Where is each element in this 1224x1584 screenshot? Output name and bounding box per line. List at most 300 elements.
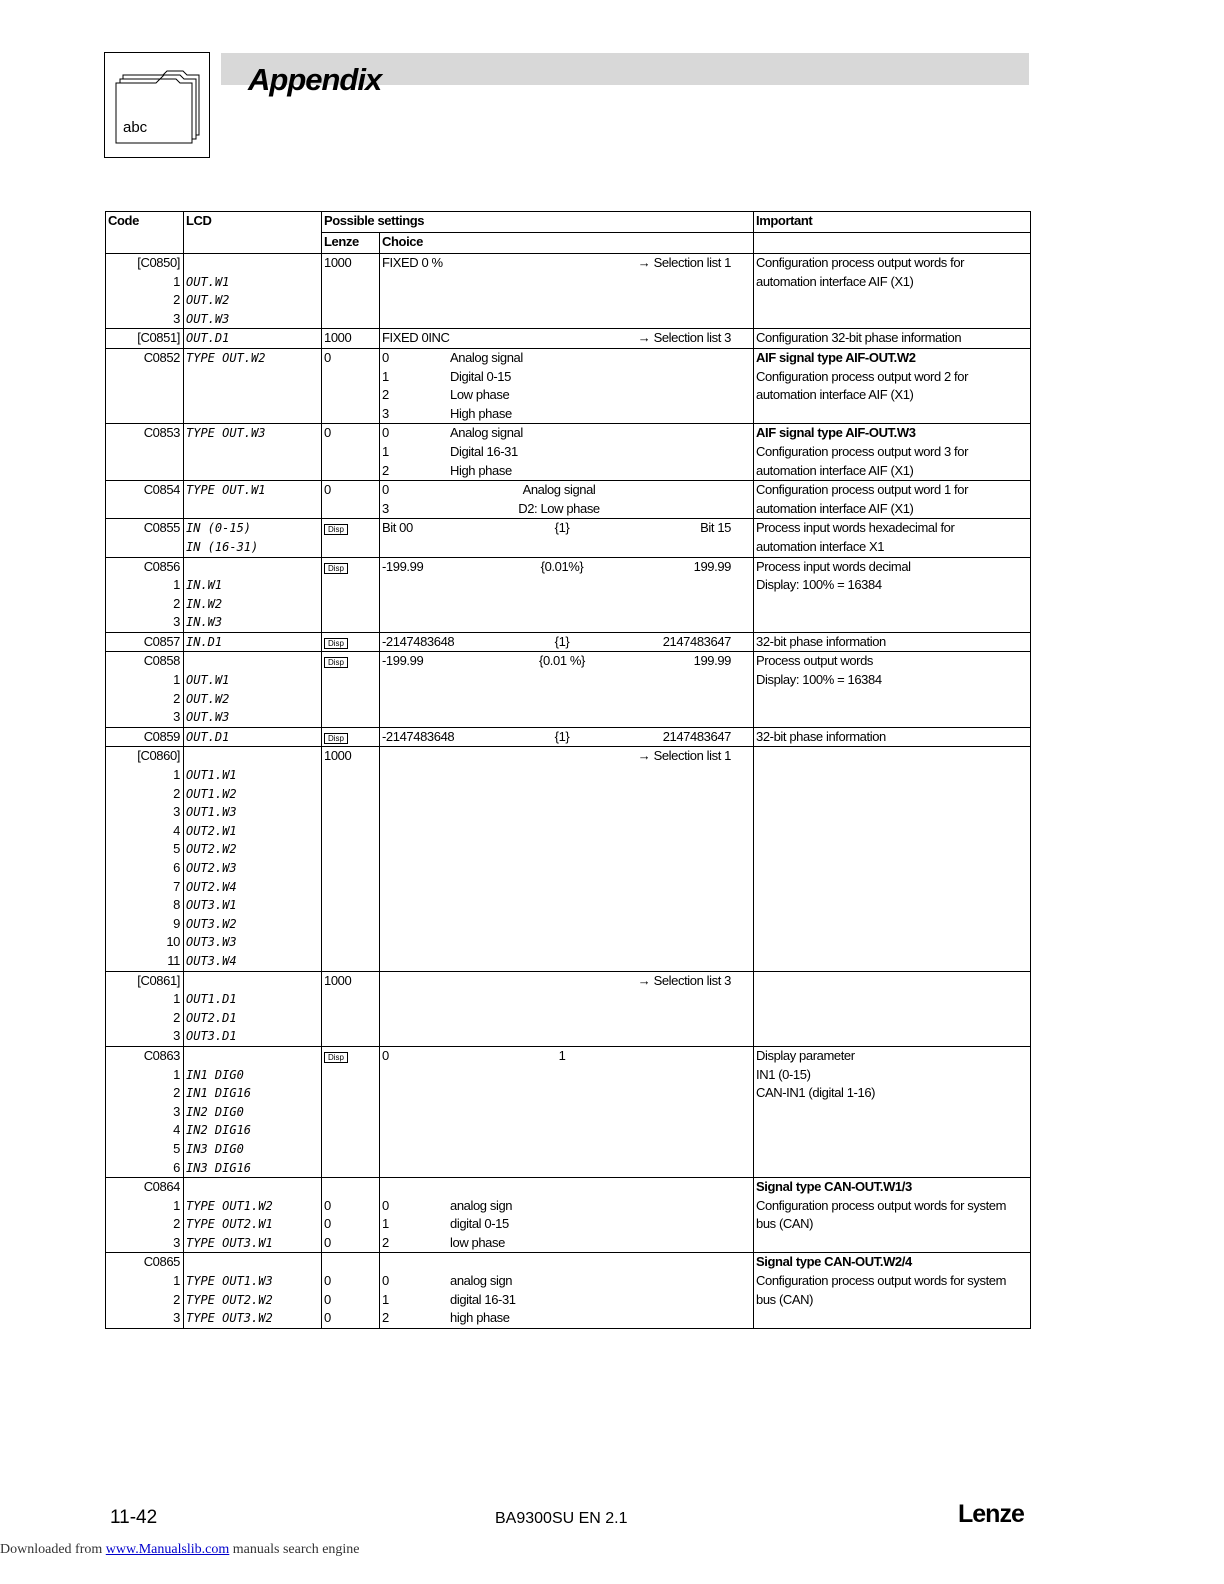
lcd-subtext: IN1 DIG16 — [186, 1086, 252, 1101]
choice-cell — [380, 747, 754, 971]
choice-label: Low phase — [450, 387, 510, 403]
lcd-text — [186, 972, 319, 991]
lenze-logo: Lenze — [958, 1500, 1024, 1528]
table-row — [106, 1253, 1031, 1328]
important-text: Process input words decimal — [756, 558, 911, 574]
lenze-spacer — [324, 1178, 377, 1197]
choice-label: Analog signal — [450, 425, 523, 441]
lenze-cell — [322, 481, 380, 519]
choice-spacer — [382, 1253, 751, 1272]
lenze-value: 0 — [324, 1234, 331, 1250]
range-min: -2147483648 — [382, 728, 455, 744]
choice-number: 0 — [382, 482, 389, 498]
range-min: 0 — [382, 1047, 389, 1063]
subcode: 3 — [173, 804, 180, 820]
important-cell — [754, 424, 1031, 481]
lcd-subtext: TYPE OUT2.W1 — [186, 1217, 273, 1232]
choice-cell — [380, 652, 754, 727]
choice-option — [382, 1234, 751, 1253]
code-value: C0865 — [143, 1254, 180, 1270]
choice-label: Analog signal — [522, 482, 596, 498]
lenze-spacer — [324, 1253, 377, 1272]
important-text: automation interface AIF (X1) — [756, 273, 914, 289]
important-text: Configuration process output words for system — [756, 1273, 1007, 1289]
choice-label: high phase — [450, 1310, 510, 1326]
choice-label: analog sign — [450, 1197, 513, 1213]
lcd-text: TYPE OUT.W3 — [186, 426, 266, 441]
subcode: 3 — [173, 709, 180, 725]
lcd-subtext: OUT3.W1 — [186, 898, 237, 913]
document-id: BA9300SU EN 2.1 — [495, 1510, 628, 1527]
code-cell — [106, 519, 184, 557]
important-cell — [754, 971, 1031, 1046]
subcode: 6 — [173, 1159, 180, 1175]
code-value: C0859 — [143, 728, 180, 744]
lcd-subtext: OUT.W2 — [186, 293, 230, 308]
lcd-subtext: OUT3.W3 — [186, 935, 237, 950]
code-value: [C0861] — [137, 972, 180, 988]
choice-cell — [380, 519, 754, 557]
lcd-subtext: OUT.W3 — [186, 710, 230, 725]
lcd-cell — [184, 727, 322, 747]
lcd-subtext: OUT3.W2 — [186, 916, 237, 931]
important-text: Configuration process output word 2 for — [756, 368, 969, 384]
lenze-value: 1000 — [324, 748, 352, 764]
lenze-cell — [322, 557, 380, 632]
choice-number: 2 — [382, 1234, 389, 1250]
subcode: 2 — [173, 690, 180, 706]
disp-badge: Disp — [324, 1052, 348, 1063]
choice-text — [382, 747, 638, 766]
important-cell — [754, 727, 1031, 747]
subcode: 2 — [173, 292, 180, 308]
important-heading: Signal type CAN-OUT.W1/3 — [756, 1179, 912, 1195]
choice-option — [382, 1215, 751, 1234]
important-text: Display parameter — [756, 1047, 855, 1063]
important-text: Configuration process output words for — [756, 255, 965, 270]
range-step: {0.01 %} — [539, 653, 585, 669]
lcd-subtext: OUT2.W3 — [186, 861, 237, 875]
choice-label: analog sign — [450, 1273, 513, 1289]
choice-cell — [380, 971, 754, 1046]
lenze-cell — [322, 971, 380, 1046]
choice-spacer — [382, 1178, 751, 1197]
choice-number: 2 — [382, 387, 389, 403]
lcd-cell — [184, 348, 322, 423]
col-header-choice: Choice — [380, 233, 754, 254]
code-value: [C0850] — [137, 255, 180, 270]
choice-number: 0 — [382, 1273, 389, 1289]
lcd-text — [186, 652, 319, 671]
range-max: 2147483647 — [662, 633, 731, 649]
lcd-subtext: OUT.W1 — [186, 673, 230, 688]
important-cell — [754, 348, 1031, 423]
important-cell — [754, 652, 1031, 727]
important-text: Display: 100% = 16384 — [756, 577, 882, 593]
choice-option — [382, 405, 751, 424]
important-text: automation interface AIF (X1) — [756, 500, 914, 516]
lenze-cell — [322, 519, 380, 557]
choice-text — [382, 972, 638, 991]
important-cell — [754, 519, 1031, 557]
lcd-cell — [184, 632, 322, 652]
value-range — [382, 519, 751, 538]
important-cell — [754, 1253, 1031, 1328]
lenze-cell — [322, 652, 380, 727]
lenze-value: 0 — [324, 482, 331, 498]
subcode: 2 — [173, 1009, 180, 1025]
choice-number: 0 — [382, 425, 389, 441]
lenze-value: 1000 — [324, 330, 352, 346]
lcd-text: IN.D1 — [186, 634, 223, 649]
value-range — [382, 1047, 751, 1066]
subcode: 11 — [167, 952, 180, 968]
code-value: C0857 — [143, 633, 180, 649]
choice-cell — [380, 1046, 754, 1177]
important-text: IN1 (0-15) — [756, 1066, 811, 1082]
range-min: -2147483648 — [382, 633, 455, 649]
subcode: 3 — [173, 614, 180, 630]
lcd-subtext: IN3 DIG16 — [186, 1160, 252, 1175]
code-value: C0863 — [143, 1047, 180, 1063]
choice-option — [382, 462, 751, 481]
lenze-value: 1000 — [324, 972, 352, 988]
value-range — [382, 633, 751, 652]
code-cell — [106, 348, 184, 423]
subcode: 1 — [173, 767, 180, 783]
lcd-subtext: OUT2.W4 — [186, 879, 237, 894]
code-value: C0853 — [143, 425, 180, 441]
range-min: Bit 00 — [382, 520, 413, 536]
lcd-subtext: TYPE OUT3.W2 — [186, 1311, 273, 1326]
lcd-text: TYPE OUT.W1 — [186, 483, 266, 498]
choice-label: low phase — [450, 1234, 505, 1250]
table-row — [106, 519, 1031, 557]
table-row — [106, 652, 1031, 727]
important-text: Configuration process output word 1 for — [756, 482, 969, 498]
icon-label: abc — [123, 119, 148, 136]
choice-label: D2: Low phase — [518, 500, 600, 516]
important-text: Configuration process output word 3 for — [756, 443, 969, 459]
disp-badge: Disp — [324, 733, 348, 744]
choice-option — [382, 1272, 751, 1291]
lenze-cell — [322, 632, 380, 652]
folder-stack-icon — [105, 53, 211, 159]
table-row — [106, 348, 1031, 423]
lcd-subtext: IN.W2 — [186, 596, 223, 611]
table-row — [106, 557, 1031, 632]
choice-number: 2 — [382, 1310, 389, 1326]
disp-badge: Disp — [324, 638, 348, 649]
choice-option — [382, 1291, 751, 1310]
code-cell — [106, 652, 184, 727]
subcode: 3 — [173, 1234, 180, 1250]
lenze-value: 1000 — [324, 255, 352, 270]
col-header-lenze: Lenze — [322, 233, 380, 254]
choice-cell — [380, 329, 754, 349]
important-heading: AIF signal type AIF-OUT.W3 — [756, 425, 916, 441]
subcode: 9 — [173, 915, 180, 931]
table-row — [106, 971, 1031, 1046]
lcd-subtext: OUT2.W2 — [186, 842, 237, 857]
lenze-value: 0 — [324, 1291, 331, 1307]
lcd-subtext: OUT3.D1 — [186, 1029, 237, 1044]
lcd-text — [186, 254, 319, 273]
disp-badge: Disp — [324, 563, 348, 574]
lcd-subtext: TYPE OUT1.W2 — [186, 1198, 273, 1213]
range-max: 199.99 — [693, 653, 731, 669]
important-text: CAN-IN1 (digital 1-16) — [756, 1085, 876, 1101]
choice-cell — [380, 1178, 754, 1253]
subcode: 8 — [173, 897, 180, 913]
choice-option — [382, 386, 751, 405]
table-row — [106, 1178, 1031, 1253]
code-value: C0858 — [143, 653, 180, 669]
lcd-cell — [184, 481, 322, 519]
choice-label: Digital 16-31 — [450, 443, 518, 459]
subcode: 3 — [173, 1310, 180, 1326]
choice-number: 2 — [382, 462, 389, 478]
subcode: 2 — [173, 785, 180, 801]
table-row — [106, 727, 1031, 747]
code-value: C0856 — [143, 558, 180, 574]
col-header-important-spacer — [754, 233, 1031, 254]
disp-badge: Disp — [324, 524, 348, 535]
choice-number: 1 — [382, 1216, 389, 1232]
range-step: {1} — [554, 633, 570, 649]
lcd-text: IN (0-15) — [186, 521, 252, 536]
choice-option — [382, 481, 751, 500]
lenze-cell — [322, 1046, 380, 1177]
selection-list-link: → Selection list 3 — [637, 330, 731, 346]
lcd-text — [186, 1047, 319, 1066]
choice-line — [382, 972, 751, 991]
lcd-cell — [184, 424, 322, 481]
important-heading: AIF signal type AIF-OUT.W2 — [756, 349, 916, 365]
choice-label: digital 16-31 — [450, 1291, 516, 1307]
important-cell — [754, 1178, 1031, 1253]
subcode: 1 — [173, 1273, 180, 1289]
important-text: Configuration process output words for system — [756, 1197, 1007, 1213]
lcd-subtext: OUT.W2 — [186, 691, 230, 706]
code-cell — [106, 254, 184, 329]
important-text: automation interface AIF (X1) — [756, 387, 914, 403]
code-value: [C0860] — [137, 748, 180, 764]
choice-option — [382, 500, 751, 519]
download-suffix: manuals search engine — [229, 1542, 360, 1557]
choice-line — [382, 329, 751, 348]
lenze-cell — [322, 424, 380, 481]
code-cell — [106, 1046, 184, 1177]
important-cell — [754, 747, 1031, 971]
important-text: bus (CAN) — [756, 1216, 814, 1232]
important-text: Process output words — [756, 653, 874, 669]
important-text: 32-bit phase information — [756, 633, 886, 649]
lcd-subtext: TYPE OUT3.W1 — [186, 1235, 273, 1250]
lcd-subtext: IN.W1 — [186, 578, 223, 593]
range-min: -199.99 — [382, 558, 424, 574]
lcd-subtext: OUT2.D1 — [186, 1010, 237, 1025]
lcd-cell — [184, 652, 322, 727]
lcd-subtext: TYPE OUT1.W3 — [186, 1274, 273, 1289]
lenze-cell — [322, 727, 380, 747]
subcode: 1 — [173, 991, 180, 1007]
choice-cell — [380, 424, 754, 481]
important-text: automation interface AIF (X1) — [756, 462, 914, 478]
lcd-subtext: OUT1.W3 — [186, 805, 237, 820]
table-row — [106, 632, 1031, 652]
choice-number: 1 — [382, 1291, 389, 1307]
lcd-subtext: OUT1.W2 — [186, 786, 237, 801]
range-min: -199.99 — [382, 653, 424, 669]
subcode: 3 — [173, 310, 180, 326]
table-row — [106, 481, 1031, 519]
lcd-cell — [184, 519, 322, 557]
lcd-text — [186, 1253, 319, 1272]
download-prefix: Downloaded from — [0, 1542, 106, 1557]
code-value: [C0851] — [137, 330, 180, 346]
lcd-cell — [184, 971, 322, 1046]
subcode: 1 — [173, 1197, 180, 1213]
lcd-subtext: IN.W3 — [186, 615, 223, 630]
choice-cell — [380, 632, 754, 652]
table-row — [106, 329, 1031, 349]
subcode: 1 — [173, 672, 180, 688]
choice-option — [382, 349, 751, 368]
important-text: Display: 100% = 16384 — [756, 672, 882, 688]
lcd-cell — [184, 747, 322, 971]
subcode: 1 — [173, 577, 180, 593]
subcode: 10 — [166, 934, 180, 950]
lcd-cell — [184, 557, 322, 632]
lcd-cell — [184, 329, 322, 349]
table-row — [106, 424, 1031, 481]
code-table — [105, 211, 1031, 1329]
choice-line — [382, 254, 751, 273]
lcd-text: OUT.D1 — [186, 729, 230, 744]
lcd-cell — [184, 1046, 322, 1177]
choice-label: High phase — [450, 462, 512, 478]
lcd-subtext: IN1 DIG0 — [186, 1067, 244, 1082]
lcd-subtext: IN3 DIG0 — [186, 1141, 244, 1156]
lenze-value: 0 — [324, 425, 331, 441]
code-cell — [106, 971, 184, 1046]
code-cell — [106, 727, 184, 747]
manualslib-link[interactable]: www.Manualslib.com — [105, 1542, 230, 1557]
subcode: 2 — [173, 1216, 180, 1232]
important-text: Process input words hexadecimal for — [756, 520, 955, 536]
code-cell — [106, 481, 184, 519]
code-cell — [106, 1178, 184, 1253]
lcd-text: IN (16-31) — [186, 539, 259, 554]
disp-badge: Disp — [324, 657, 348, 668]
col-header-code: Code — [106, 212, 184, 254]
important-cell — [754, 557, 1031, 632]
important-text: automation interface X1 — [756, 538, 885, 554]
lcd-subtext: OUT3.W4 — [186, 953, 237, 968]
lcd-subtext: OUT2.W1 — [186, 823, 237, 838]
range-step: {1} — [554, 728, 570, 744]
choice-label: Digital 0-15 — [450, 368, 511, 384]
col-header-possible-settings: Possible settings — [322, 212, 754, 233]
subcode: 1 — [173, 273, 180, 289]
value-range — [382, 558, 751, 577]
code-value: C0864 — [143, 1179, 180, 1195]
lcd-subtext: TYPE OUT2.W2 — [186, 1292, 273, 1307]
table-row — [106, 1046, 1031, 1177]
subcode: 2 — [173, 595, 180, 611]
subcode: 5 — [173, 1140, 180, 1156]
range-max: 2147483647 — [662, 728, 731, 744]
value-range — [382, 652, 751, 671]
lcd-text: OUT.D1 — [186, 331, 230, 346]
choice-text: FIXED 0INC — [382, 330, 450, 346]
code-cell — [106, 632, 184, 652]
lenze-value: 0 — [324, 1310, 331, 1326]
lenze-cell — [322, 1178, 380, 1253]
important-text: bus (CAN) — [756, 1291, 814, 1307]
lcd-subtext: OUT1.W1 — [186, 768, 237, 783]
subcode: 3 — [173, 1028, 180, 1044]
subcode: 2 — [173, 1291, 180, 1307]
choice-number: 1 — [382, 443, 389, 459]
col-header-lcd: LCD — [184, 212, 322, 254]
code-value: C0852 — [143, 349, 180, 365]
subcode: 6 — [173, 860, 180, 875]
choice-option — [382, 1309, 751, 1328]
code-value: C0855 — [143, 520, 180, 536]
choice-cell — [380, 254, 754, 329]
section-folder-icon — [104, 52, 210, 158]
lcd-cell — [184, 1253, 322, 1328]
code-cell — [106, 1253, 184, 1328]
choice-line — [382, 747, 751, 766]
range-max: 1 — [558, 1047, 566, 1063]
selection-list-link: → Selection list 3 — [637, 972, 731, 988]
code-cell — [106, 329, 184, 349]
lenze-cell — [322, 747, 380, 971]
choice-number: 0 — [382, 1197, 389, 1213]
choice-label: High phase — [450, 405, 512, 421]
choice-number: 3 — [382, 405, 389, 421]
lenze-cell — [322, 329, 380, 349]
selection-list-link: → Selection list 1 — [637, 748, 731, 764]
col-header-important: Important — [754, 212, 1031, 233]
important-cell — [754, 632, 1031, 652]
range-max: 199.99 — [693, 558, 731, 574]
lcd-subtext: IN2 DIG0 — [186, 1104, 244, 1119]
lcd-text — [186, 1178, 319, 1197]
lcd-cell — [184, 1178, 322, 1253]
range-step: {0.01%} — [540, 558, 584, 574]
lenze-value: 0 — [324, 1273, 331, 1289]
important-cell — [754, 254, 1031, 329]
lenze-value: 0 — [324, 1197, 331, 1213]
subcode: 3 — [173, 1103, 180, 1119]
lenze-cell — [322, 348, 380, 423]
choice-label: Analog signal — [450, 349, 523, 365]
download-note — [0, 1542, 360, 1558]
selection-list-link: → Selection list 1 — [637, 255, 731, 270]
choice-cell — [380, 557, 754, 632]
subcode: 4 — [173, 1122, 180, 1138]
choice-option — [382, 368, 751, 387]
range-step: {1} — [554, 520, 570, 536]
choice-cell — [380, 727, 754, 747]
choice-text: FIXED 0 % — [382, 255, 443, 270]
lenze-cell — [322, 254, 380, 329]
lenze-value: 0 — [324, 1216, 331, 1232]
